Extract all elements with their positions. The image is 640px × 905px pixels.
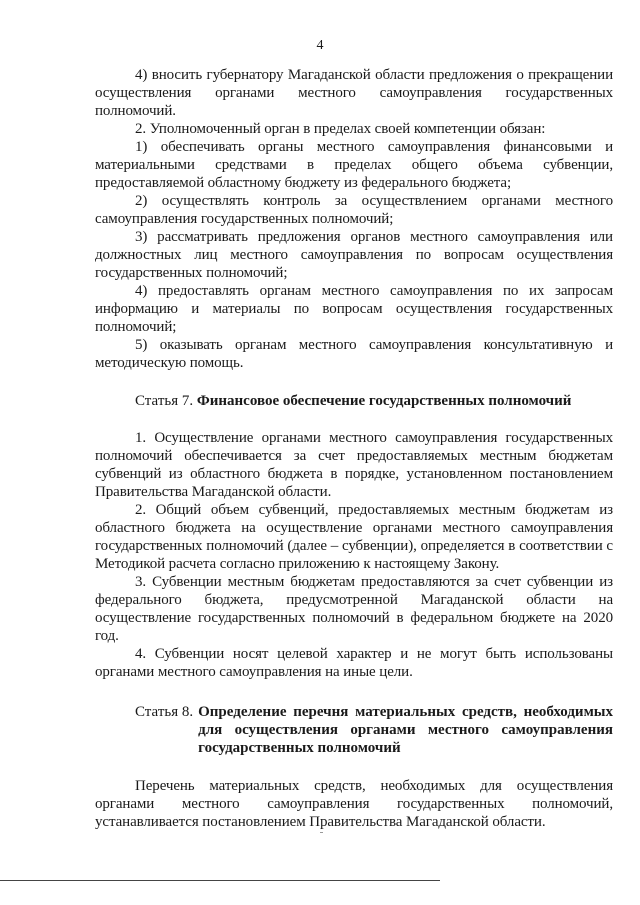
- article-8-heading: [95, 703, 613, 757]
- footer-divider: [0, 880, 440, 881]
- section-block-1: [95, 66, 613, 372]
- scan-mark: [320, 832, 323, 833]
- paragraph: 3. Субвенции местным бюджетам предоставляются за счет субвенции из федерального бюджета, предусмотренной Магаданской области на осуществление государственных полномочий в федеральном бюджете на 2020 год.: [95, 574, 613, 644]
- paragraph: 2. Уполномоченный орган в пределах своей компетенции обязан:: [135, 121, 546, 137]
- paragraph: 3) рассматривать предложения органов местного самоуправления или должностных лиц местного самоуправления по вопросам осуществления государственных полномочий;: [95, 229, 613, 281]
- paragraph: Перечень материальных средств, необходимых для осуществления органами местного самоуправления государственных полномочий, устанавливается постановлением Правительства Магаданской области.: [95, 778, 613, 830]
- page-number: 4: [316, 38, 324, 53]
- article-8-title: Определение перечня материальных средств, необходимых для осуществления органами местного самоуправления государственных полномочий: [198, 704, 613, 756]
- paragraph: 4. Субвенции носят целевой характер и не могут быть использованы органами местного самоуправления на иные цели.: [95, 646, 613, 680]
- section-block-2: [95, 429, 613, 681]
- article-7-title: Финансовое обеспечение государственных полномочий: [196, 393, 572, 409]
- paragraph: 4) предоставлять органам местного самоуправления по их запросам информацию и материалы по вопросам осуществления государственных полномочий;: [95, 283, 613, 335]
- article-7-label: Статья 7.: [135, 393, 194, 409]
- paragraph: 2. Общий объем субвенций, предоставляемых местным бюджетам из областного бюджета на осуществление органами местного самоуправления государственных полномочий (далее – субвенции), определяется в соответствии с Методикой расчета согласно приложению к настоящему Закону.: [95, 502, 613, 572]
- paragraph: 1) обеспечивать органы местного самоуправления финансовыми и материальными средствами в пределах общего объема субвенции, предоставляемой областному бюджету из федерального бюджета;: [95, 139, 613, 191]
- section-block-3: [95, 777, 613, 831]
- article-7-heading: [95, 392, 613, 410]
- article-8-label: Статья 8.: [135, 704, 194, 720]
- document-body: [95, 66, 613, 831]
- paragraph: 2) осуществлять контроль за осуществлением органами местного самоуправления государственных полномочий;: [95, 193, 613, 227]
- paragraph: 4) вносить губернатору Магаданской области предложения о прекращении осуществления органами местного самоуправления государственных полномочий.: [95, 67, 613, 119]
- paragraph: 5) оказывать органам местного самоуправления консультативную и методическую помощь.: [95, 337, 613, 371]
- paragraph: 1. Осуществление органами местного самоуправления государственных полномочий обеспечивается за счет предоставляемых местным бюджетам субвенций из областного бюджета в порядке, установленном постановлением Правительства Магаданской области.: [95, 430, 613, 500]
